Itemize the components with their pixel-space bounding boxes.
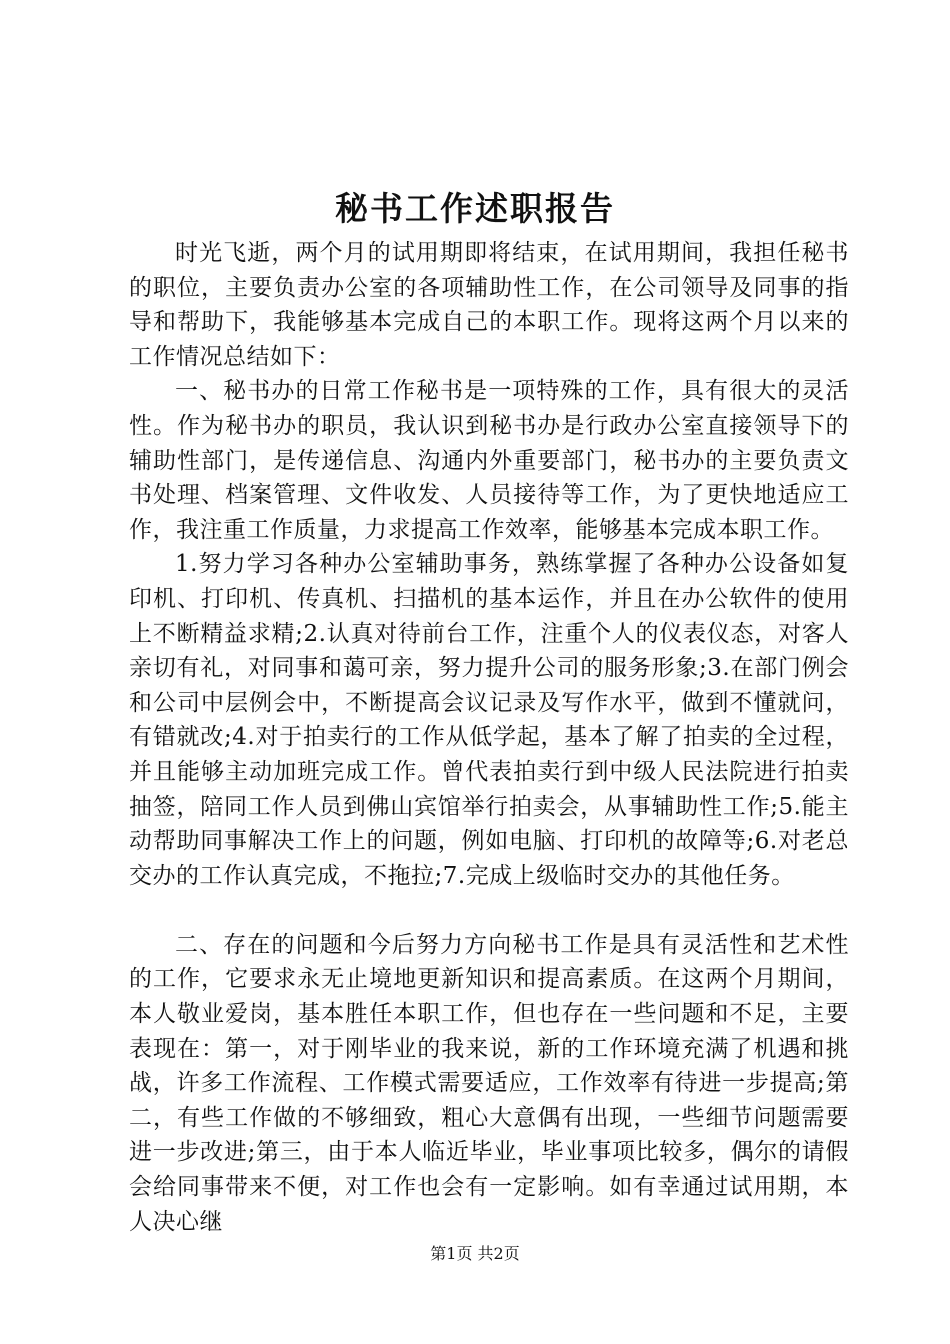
document-title: 秘书工作述职报告 — [335, 189, 615, 228]
paragraph-section-one: 一、秘书办的日常工作秘书是一项特殊的工作，具有很大的灵活性。作为秘书办的职员，我认识到秘书办是行政办公室直接领导下的辅助性部门，是传递信息、沟通内外重要部门，秘书办的主要负责文书处理、档案管理、文件收发、人员接待等工作，为了更快地适应工作，我注重工作质量，力求提高工作效率，能够基本完成本职工作。 — [129, 378, 849, 543]
paragraph-section-one-items: 1.努力学习各种办公室辅助事务，熟练掌握了各种办公设备如复印机、打印机、传真机、扫描机的基本运作，并且在办公软件的使用上不断精益求精;2.认真对待前台工作，注重个人的仪表仪态，对客人亲切有礼，对同事和蔼可亲，努力提升公司的服务形象;3.在部门例会和公司中层例会中，不断提高会议记录及写作水平，做到不懂就问，有错就改;4.对于拍卖行的工作从低学起，基本了解了拍卖的全过程，并且能够主动加班完成工作。曾代表拍卖行到中级人民法院进行拍卖抽签，陪同工作人员到佛山宾馆举行拍卖会，从事辅助性工作;5.能主动帮助同事解决工作上的问题，例如电脑、打印机的故障等;6.对老总交办的工作认真完成，不拖拉;7.完成上级临时交办的其他任务。 — [129, 551, 849, 889]
page-number-footer: 第1页 共2页 — [430, 1244, 520, 1263]
paragraph-section-two: 二、存在的问题和今后努力方向秘书工作是具有灵活性和艺术性的工作，它要求永无止境地更新知识和提高素质。在这两个月期间，本人敬业爱岗，基本胜任本职工作，但也存在一些问题和不足，主要表现在：第一，对于刚毕业的我来说，新的工作环境充满了机遇和挑战，许多工作流程、工作模式需要适应，工作效率有待进一步提高;第二，有些工作做的不够细致，粗心大意偶有出现，一些细节问题需要进一步改进;第三，由于本人临近毕业，毕业事项比较多，偶尔的请假会给同事带来不便，对工作也会有一定影响。如有幸通过试用期，本人决心继 — [129, 931, 849, 1235]
paragraph-intro: 时光飞逝，两个月的试用期即将结束，在试用期间，我担任秘书的职位，主要负责办公室的各项辅助性工作，在公司领导及同事的指导和帮助下，我能够基本完成自己的本职工作。现将这两个月以来的工作情况总结如下： — [129, 240, 849, 370]
document-body — [129, 236, 849, 1239]
